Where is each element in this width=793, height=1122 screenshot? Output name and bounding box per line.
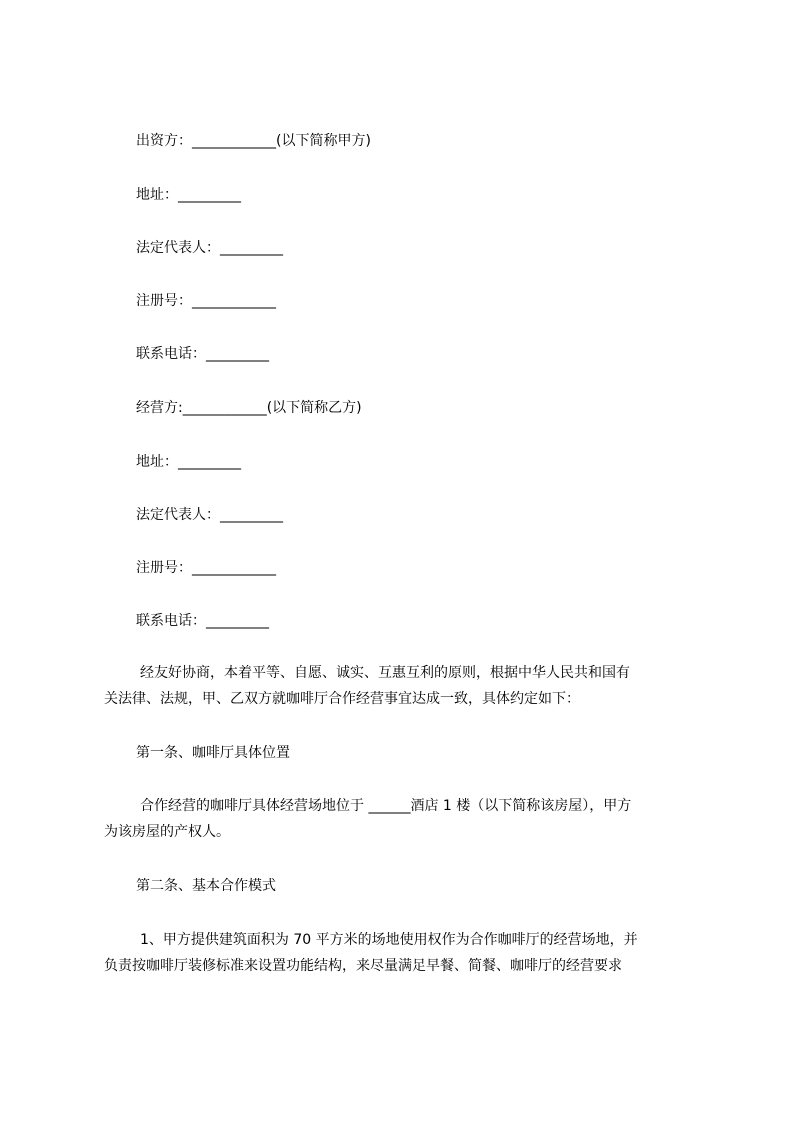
party-b-legal-rep-line: 法定代表人：_________ bbox=[136, 507, 283, 523]
preamble-line-2: 关法律、法规，甲、乙双方就咖啡厅合作经营事宜达成一致，具体约定如下： bbox=[104, 691, 580, 707]
article-1-line-2: 为该房屋的产权人。 bbox=[104, 824, 230, 840]
party-b-address-line: 地址：_________ bbox=[136, 454, 241, 470]
article-1-heading: 第一条、咖啡厅具体位置 bbox=[136, 745, 290, 761]
article-2-line-2: 负责按咖啡厅装修标准来设置功能结构，来尽量满足早餐、简餐、咖啡厅的经营要求 bbox=[104, 958, 622, 974]
party-a-address-line: 地址：_________ bbox=[136, 187, 241, 203]
article-2-line-1: 1、甲方提供建筑面积为 70 平方米的场地使用权作为合作咖啡厅的经营场地，并 bbox=[140, 932, 638, 948]
article-2-paragraph bbox=[104, 927, 724, 979]
party-a-legal-rep-line: 法定代表人：_________ bbox=[136, 240, 283, 256]
preamble-paragraph bbox=[104, 660, 724, 712]
party-a-phone-line: 联系电话：_________ bbox=[136, 346, 269, 362]
party-a-reg-no-line: 注册号：____________ bbox=[136, 293, 276, 309]
party-a-investor-line: 出资方：____________(以下简称甲方) bbox=[136, 133, 371, 149]
article-1-line-1: 合作经营的咖啡厅具体经营场地位于 ______酒店 1 楼（以下简称该房屋），甲方 bbox=[140, 798, 632, 814]
party-b-operator-line: 经营方:____________(以下简称乙方) bbox=[136, 400, 362, 416]
party-b-reg-no-line: 注册号：____________ bbox=[136, 560, 276, 576]
article-1-paragraph bbox=[104, 793, 724, 845]
party-b-phone-line: 联系电话：_________ bbox=[136, 613, 269, 629]
preamble-line-1: 经友好协商，本着平等、自愿、诚实、互惠互利的原则，根据中华人民共和国有 bbox=[140, 665, 630, 681]
article-2-heading: 第二条、基本合作模式 bbox=[136, 878, 276, 894]
